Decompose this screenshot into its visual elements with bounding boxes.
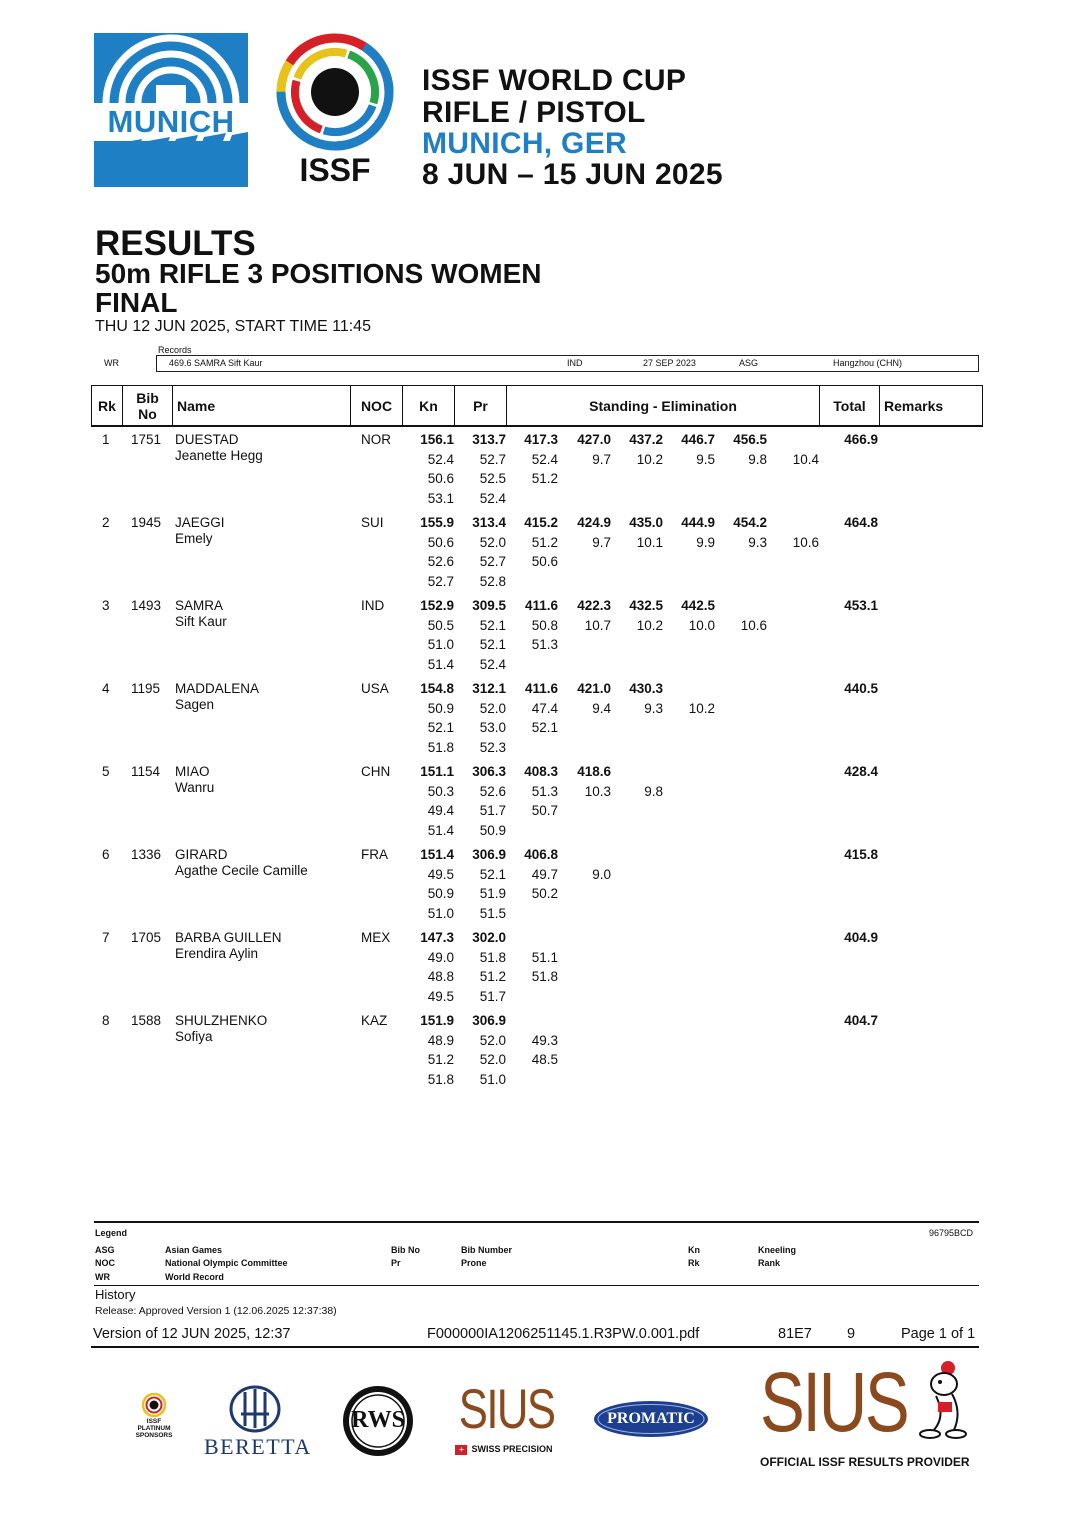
bib-cell: 1195 bbox=[131, 681, 161, 696]
cumulative-score: 424.9 bbox=[577, 515, 611, 530]
prone-series: 52.0 bbox=[479, 700, 506, 716]
rank-cell: 6 bbox=[102, 847, 110, 862]
elimination-shot: 9.3 bbox=[748, 534, 767, 550]
bib-cell: 1336 bbox=[131, 847, 162, 862]
final-total: 440.5 bbox=[844, 681, 878, 696]
kneeling-series: 51.8 bbox=[427, 739, 454, 755]
page-number: Page 1 of 1 bbox=[901, 1326, 976, 1342]
beretta-text: BERETTA bbox=[204, 1434, 312, 1459]
prone-series: 51.7 bbox=[479, 988, 506, 1004]
noc-cell: IND bbox=[361, 598, 385, 613]
beretta-trident-icon bbox=[229, 1384, 281, 1434]
record-noc: IND bbox=[567, 358, 583, 368]
final-total: 404.9 bbox=[844, 930, 878, 945]
legend-divider bbox=[94, 1221, 979, 1223]
prone-series: 52.4 bbox=[479, 490, 506, 506]
issf-logo-text: ISSF bbox=[299, 152, 371, 188]
prone-series: 51.5 bbox=[479, 905, 506, 921]
bib-cell: 1705 bbox=[131, 930, 162, 945]
kneeling-series: 49.0 bbox=[427, 949, 454, 965]
kneeling-series: 49.5 bbox=[427, 866, 454, 882]
cumulative-score: 421.0 bbox=[577, 681, 611, 696]
athlete-surname: MIAO bbox=[175, 764, 210, 779]
footer-code: 81E7 bbox=[778, 1326, 812, 1342]
cumulative-score: 456.5 bbox=[733, 432, 767, 447]
footer-divider bbox=[91, 1346, 979, 1348]
kneeling-series: 50.6 bbox=[427, 471, 454, 486]
elimination-shot: 10.3 bbox=[584, 783, 611, 799]
standing-series: 48.5 bbox=[531, 1052, 558, 1067]
kneeling-series: 52.1 bbox=[427, 720, 454, 735]
standing-series: 52.1 bbox=[531, 720, 558, 735]
final-total: 453.1 bbox=[844, 598, 878, 613]
prone-total: 312.1 bbox=[472, 681, 506, 696]
athlete-surname: DUESTAD bbox=[175, 432, 239, 447]
munich-logo-text: MUNICH bbox=[107, 104, 235, 139]
header-remarks: Remarks bbox=[884, 397, 944, 414]
kneeling-total: 156.1 bbox=[420, 432, 454, 447]
elimination-shot: 9.7 bbox=[592, 451, 611, 467]
issf-sponsor-line2: PLATINUM bbox=[137, 1425, 171, 1432]
athlete-given-name: Agathe Cecile Camille bbox=[175, 863, 308, 878]
cumulative-score: 422.3 bbox=[577, 598, 611, 613]
cumulative-score: 430.3 bbox=[629, 681, 663, 696]
header-line-3: MUNICH, GER bbox=[422, 127, 627, 160]
final-total: 404.7 bbox=[844, 1013, 878, 1028]
elimination-shot: 10.1 bbox=[636, 534, 663, 550]
swiss-precision-line bbox=[446, 1444, 562, 1455]
header-pr: Pr bbox=[455, 386, 507, 425]
beretta-logo bbox=[204, 1384, 312, 1460]
phase-title: FINAL bbox=[95, 287, 178, 318]
cumulative-score: 442.5 bbox=[681, 598, 715, 613]
kneeling-total: 151.1 bbox=[420, 764, 454, 779]
cumulative-score: 411.6 bbox=[524, 598, 558, 613]
rank-cell: 1 bbox=[102, 432, 110, 447]
kneeling-total: 151.9 bbox=[420, 1013, 454, 1028]
prone-total: 309.5 bbox=[472, 598, 506, 613]
prone-total: 313.4 bbox=[472, 515, 506, 530]
legend-desc: Bib Number bbox=[461, 1245, 513, 1255]
prone-series: 52.1 bbox=[479, 617, 506, 633]
kneeling-series: 50.9 bbox=[427, 886, 454, 901]
kneeling-series: 48.9 bbox=[427, 1032, 454, 1048]
athlete-surname: SAMRA bbox=[175, 598, 224, 613]
sius-swiss-precision-logo bbox=[446, 1377, 562, 1462]
final-total: 428.4 bbox=[844, 764, 878, 779]
prone-series: 52.0 bbox=[479, 1032, 506, 1048]
kneeling-series: 48.8 bbox=[427, 969, 454, 984]
elimination-shot: 10.4 bbox=[792, 451, 819, 467]
athlete-given-name: Erendira Aylin bbox=[175, 946, 259, 961]
kneeling-series: 53.1 bbox=[427, 490, 454, 506]
history-label: History bbox=[95, 1287, 136, 1302]
noc-cell: NOR bbox=[361, 432, 391, 447]
kneeling-series: 52.6 bbox=[427, 554, 454, 569]
elimination-shot: 9.8 bbox=[644, 783, 663, 799]
rank-cell: 7 bbox=[102, 930, 110, 945]
rws-text: RWS bbox=[351, 1407, 405, 1433]
issf-sponsor-line1: ISSF bbox=[146, 1418, 162, 1425]
prone-total: 313.7 bbox=[472, 432, 506, 447]
cumulative-score: 427.0 bbox=[577, 432, 611, 447]
kneeling-series: 49.4 bbox=[427, 803, 454, 818]
bib-cell: 1588 bbox=[131, 1013, 162, 1028]
cumulative-score: 408.3 bbox=[524, 764, 558, 779]
cumulative-score: 444.9 bbox=[681, 515, 715, 530]
standing-series: 49.3 bbox=[531, 1032, 558, 1048]
elimination-shot: 9.9 bbox=[696, 534, 715, 550]
header-total: Total bbox=[820, 386, 880, 425]
header-name: Name bbox=[173, 386, 351, 425]
legend-desc: Rank bbox=[758, 1258, 781, 1268]
standing-series: 51.2 bbox=[531, 534, 558, 550]
cumulative-score: 432.5 bbox=[629, 598, 663, 613]
noc-cell: SUI bbox=[361, 515, 384, 530]
header-line-4: 8 JUN – 15 JUN 2025 bbox=[422, 158, 723, 191]
athlete-surname: BARBA GUILLEN bbox=[175, 930, 282, 945]
standing-series: 50.2 bbox=[531, 886, 558, 901]
prone-series: 52.7 bbox=[479, 451, 506, 467]
rank-cell: 3 bbox=[102, 598, 110, 613]
legend-abbr: WR bbox=[95, 1272, 110, 1282]
standing-series: 51.2 bbox=[531, 471, 558, 486]
records-label: Records bbox=[158, 345, 192, 355]
release-text: Release: Approved Version 1 (12.06.2025 12:37:38) bbox=[95, 1305, 337, 1317]
footer-number: 9 bbox=[847, 1326, 856, 1342]
legend-abbr: Kn bbox=[688, 1245, 700, 1255]
athlete-given-name: Wanru bbox=[175, 780, 215, 795]
cumulative-score: 454.2 bbox=[733, 515, 767, 530]
legend-abbr: Bib No bbox=[391, 1245, 420, 1255]
athlete-given-name: Sofiya bbox=[175, 1029, 213, 1044]
prone-series: 50.9 bbox=[479, 822, 506, 838]
prone-series: 52.4 bbox=[479, 656, 506, 672]
standing-series: 50.6 bbox=[531, 554, 558, 569]
prone-series: 52.3 bbox=[479, 739, 506, 755]
cumulative-score: 411.6 bbox=[524, 681, 558, 696]
kneeling-series: 51.4 bbox=[427, 822, 454, 838]
prone-series: 51.2 bbox=[479, 969, 506, 984]
prone-total: 306.9 bbox=[472, 1013, 506, 1028]
prone-series: 52.1 bbox=[479, 637, 506, 652]
record-event: ASG bbox=[739, 358, 759, 368]
swiss-flag-icon: + bbox=[455, 1445, 467, 1455]
noc-cell: MEX bbox=[361, 930, 391, 945]
kneeling-series: 50.9 bbox=[427, 700, 454, 716]
cumulative-score: 418.6 bbox=[577, 764, 611, 779]
rank-cell: 2 bbox=[102, 515, 110, 530]
event-datetime: THU 12 JUN 2025, START TIME 11:45 bbox=[95, 318, 371, 335]
elimination-shot: 10.6 bbox=[740, 617, 767, 633]
promatic-logo bbox=[592, 1399, 710, 1439]
athlete-surname: JAEGGI bbox=[175, 515, 225, 530]
final-total: 466.9 bbox=[844, 432, 878, 447]
kneeling-series: 50.5 bbox=[427, 617, 454, 633]
legend-desc: National Olympic Committee bbox=[165, 1258, 288, 1268]
cumulative-score: 415.2 bbox=[524, 515, 558, 530]
history-divider bbox=[94, 1285, 979, 1286]
athlete-surname: SHULZHENKO bbox=[175, 1013, 268, 1028]
prone-series: 52.5 bbox=[479, 471, 506, 486]
legend-desc: Kneeling bbox=[758, 1245, 797, 1255]
record-score-name: 469.6 SAMRA Sift Kaur bbox=[169, 358, 263, 368]
legend-desc: Asian Games bbox=[165, 1245, 223, 1255]
sius-small-text: SIUS bbox=[458, 1377, 555, 1440]
kneeling-series: 50.6 bbox=[427, 534, 454, 550]
prone-series: 53.0 bbox=[479, 720, 506, 735]
version-text: Version of 12 JUN 2025, 12:37 bbox=[93, 1326, 291, 1342]
noc-cell: USA bbox=[361, 681, 389, 696]
header-bib-line1: Bib bbox=[136, 389, 159, 406]
kneeling-total: 147.3 bbox=[420, 930, 454, 945]
final-total: 464.8 bbox=[844, 515, 878, 530]
prone-series: 51.8 bbox=[479, 949, 506, 965]
elimination-shot: 10.2 bbox=[636, 451, 663, 467]
prone-series: 51.7 bbox=[479, 803, 506, 818]
kneeling-series: 51.8 bbox=[427, 1071, 454, 1087]
header-noc: NOC bbox=[351, 386, 403, 425]
legend-abbr: Rk bbox=[688, 1258, 700, 1268]
legend-desc: World Record bbox=[165, 1272, 224, 1282]
swiss-precision-text: SWISS PRECISION bbox=[471, 1444, 553, 1454]
rws-logo bbox=[340, 1383, 416, 1459]
standing-series: 51.3 bbox=[531, 783, 558, 799]
prone-series: 52.0 bbox=[479, 534, 506, 550]
kneeling-series: 50.3 bbox=[427, 783, 454, 799]
legend-title: Legend bbox=[95, 1228, 128, 1238]
file-name: F000000IA1206251145.1.R3PW.0.001.pdf bbox=[427, 1326, 700, 1342]
document-code: 96795BCD bbox=[929, 1228, 974, 1238]
sius-official-provider-logo bbox=[760, 1355, 976, 1449]
elimination-shot: 9.5 bbox=[696, 451, 715, 467]
prone-total: 306.9 bbox=[472, 847, 506, 862]
legend-abbr: Pr bbox=[391, 1258, 401, 1268]
final-total: 415.8 bbox=[844, 847, 878, 862]
record-place: Hangzhou (CHN) bbox=[833, 358, 903, 368]
elimination-shot: 10.0 bbox=[688, 617, 715, 633]
prone-total: 302.0 bbox=[472, 930, 506, 945]
athlete-given-name: Sift Kaur bbox=[175, 614, 227, 629]
elimination-shot: 9.8 bbox=[748, 451, 767, 467]
cumulative-score: 406.8 bbox=[524, 847, 558, 862]
official-provider-text: OFFICIAL ISSF RESULTS PROVIDER bbox=[760, 1455, 970, 1469]
bib-cell: 1751 bbox=[131, 432, 162, 447]
kneeling-series: 51.2 bbox=[427, 1052, 454, 1067]
rank-cell: 4 bbox=[102, 681, 110, 696]
noc-cell: FRA bbox=[361, 847, 388, 862]
kneeling-series: 52.4 bbox=[427, 451, 454, 467]
prone-series: 51.9 bbox=[479, 886, 506, 901]
elimination-shot: 10.6 bbox=[792, 534, 819, 550]
prone-series: 51.0 bbox=[479, 1071, 506, 1087]
elimination-shot: 9.4 bbox=[592, 700, 611, 716]
rank-cell: 8 bbox=[102, 1013, 110, 1028]
elimination-shot: 9.0 bbox=[592, 866, 611, 882]
cumulative-score: 435.0 bbox=[629, 515, 663, 530]
kneeling-series: 49.5 bbox=[427, 988, 454, 1004]
prone-series: 52.7 bbox=[479, 554, 506, 569]
athlete-surname: MADDALENA bbox=[175, 681, 260, 696]
standing-series: 51.1 bbox=[531, 949, 558, 965]
standing-series: 51.3 bbox=[531, 637, 558, 652]
record-date: 27 SEP 2023 bbox=[643, 358, 696, 368]
prone-series: 52.1 bbox=[479, 866, 506, 882]
standing-series: 50.7 bbox=[531, 803, 558, 818]
bib-cell: 1945 bbox=[131, 515, 162, 530]
legend-abbr: NOC bbox=[95, 1258, 115, 1268]
standing-series: 51.8 bbox=[531, 969, 558, 984]
athlete-given-name: Emely bbox=[175, 531, 213, 546]
prone-series: 52.0 bbox=[479, 1052, 506, 1067]
noc-cell: KAZ bbox=[361, 1013, 388, 1028]
elimination-shot: 9.7 bbox=[592, 534, 611, 550]
header-line-2: RIFLE / PISTOL bbox=[422, 96, 646, 129]
promatic-text: PROMATIC bbox=[607, 1410, 695, 1427]
issf-sponsor-line3: SPONSORS bbox=[135, 1432, 173, 1439]
prone-series: 52.6 bbox=[479, 783, 506, 799]
header-bib-line2: No bbox=[138, 405, 157, 422]
header-kn: Kn bbox=[403, 386, 455, 425]
kneeling-series: 51.0 bbox=[427, 905, 454, 921]
elimination-shot: 10.2 bbox=[688, 700, 715, 716]
kneeling-series: 51.4 bbox=[427, 656, 454, 672]
header-standing: Standing - Elimination bbox=[507, 386, 820, 425]
elimination-shot: 10.2 bbox=[636, 617, 663, 633]
bib-cell: 1493 bbox=[131, 598, 162, 613]
standing-series: 52.4 bbox=[531, 451, 558, 467]
sius-large-text: SIUS bbox=[760, 1355, 908, 1449]
kneeling-total: 155.9 bbox=[420, 515, 454, 530]
rank-cell: 5 bbox=[102, 764, 110, 779]
standing-series: 47.4 bbox=[531, 700, 558, 716]
kneeling-series: 51.0 bbox=[427, 637, 454, 652]
header-line-1: ISSF WORLD CUP bbox=[422, 64, 687, 97]
kneeling-total: 154.8 bbox=[420, 681, 454, 696]
legend-desc: Prone bbox=[461, 1258, 487, 1268]
cumulative-score: 417.3 bbox=[524, 432, 558, 447]
elimination-shot: 10.7 bbox=[584, 617, 611, 633]
athlete-given-name: Jeanette Hegg bbox=[175, 448, 263, 463]
issf-platinum-sponsors-logo bbox=[130, 1392, 178, 1448]
page-title: RESULTS bbox=[95, 224, 256, 263]
sius-mascot-icon bbox=[916, 1358, 974, 1440]
cumulative-score: 446.7 bbox=[681, 432, 715, 447]
cumulative-score: 437.2 bbox=[629, 432, 663, 447]
bib-cell: 1154 bbox=[131, 764, 161, 779]
issf-mini-target-icon bbox=[141, 1392, 167, 1418]
noc-cell: CHN bbox=[361, 764, 391, 779]
elimination-shot: 9.3 bbox=[644, 700, 663, 716]
record-type: WR bbox=[104, 358, 119, 368]
header-rk: Rk bbox=[92, 386, 123, 425]
kneeling-series: 52.7 bbox=[427, 573, 454, 589]
athlete-surname: GIRARD bbox=[175, 847, 228, 862]
athlete-given-name: Sagen bbox=[175, 697, 215, 712]
kneeling-total: 152.9 bbox=[420, 598, 454, 613]
event-title: 50m RIFLE 3 POSITIONS WOMEN bbox=[95, 258, 542, 289]
legend-abbr: ASG bbox=[95, 1245, 115, 1255]
standing-series: 50.8 bbox=[531, 617, 558, 633]
kneeling-total: 151.4 bbox=[420, 847, 454, 862]
standing-series: 49.7 bbox=[531, 866, 558, 882]
prone-series: 52.8 bbox=[479, 573, 506, 589]
prone-total: 306.3 bbox=[472, 764, 506, 779]
